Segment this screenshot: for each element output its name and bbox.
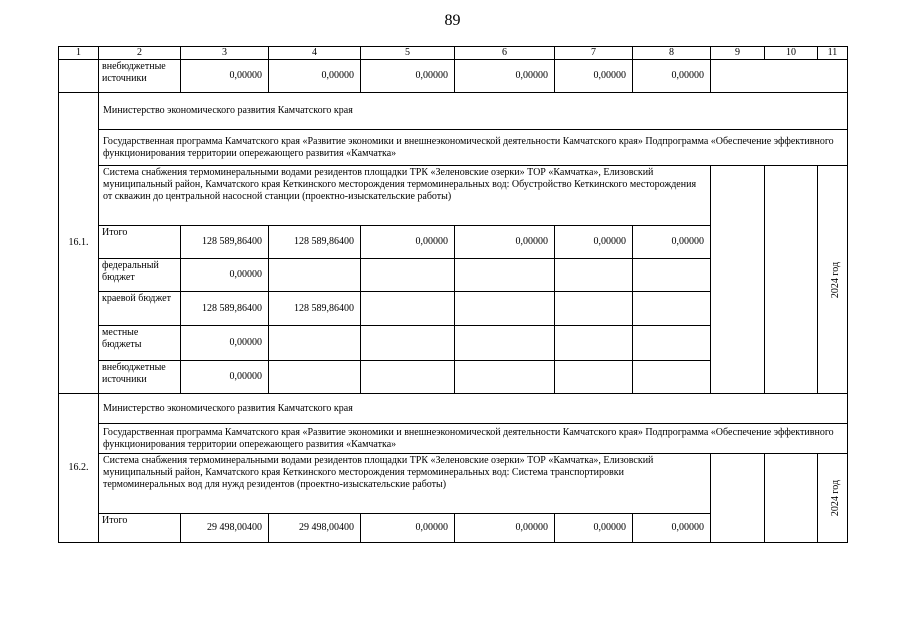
row-code: 16.2. [59, 394, 99, 543]
header-cell: 10 [765, 47, 818, 60]
value-cell [555, 361, 633, 394]
row-label: внебюджетные источники [99, 361, 181, 394]
value-cell [269, 259, 361, 292]
value-cell: 29 498,00400 [181, 514, 269, 543]
value-cell [455, 361, 555, 394]
value-cell: 0,00000 [555, 226, 633, 259]
project-name: Система снабжения термоминеральными водами резидентов площадки ТРК «Зеленовские озерки» ТОР «Камчатка», Елизовский муниципальный район, Камчатского края Кеткинского месторождения термоминеральных вод: Система транспортировки термоминеральных вод для нужд резидентов (проектно-изыскательские работы) [99, 454, 711, 514]
header-cell: 8 [633, 47, 711, 60]
row-code: 16.1. [59, 93, 99, 394]
value-cell [555, 259, 633, 292]
ministry-name: Министерство экономического развития Камчатского края [99, 394, 848, 424]
page-number: 89 [444, 12, 461, 29]
year-label: 2024 год [818, 166, 848, 394]
value-cell: 0,00000 [455, 60, 555, 93]
value-cell: 0,00000 [633, 60, 711, 93]
value-cell [455, 326, 555, 361]
row-label: внебюджетные источники [99, 60, 181, 93]
ministry-name: Министерство экономического развития Камчатского края [99, 93, 848, 130]
value-cell [361, 292, 455, 326]
header-cell: 1 [59, 47, 99, 60]
value-cell [361, 259, 455, 292]
program-name: Государственная программа Камчатского края «Развитие экономики и внешнеэкономической деятельности Камчатского края» Подпрограмма «Обеспечение эффективного функционирования территории опережающего развития «Камчатка» [99, 130, 848, 166]
value-cell [455, 259, 555, 292]
header-cell: 5 [361, 47, 455, 60]
value-cell: 0,00000 [361, 514, 455, 543]
value-cell: 0,00000 [181, 259, 269, 292]
value-cell [361, 361, 455, 394]
header-cell: 6 [455, 47, 555, 60]
value-cell: 0,00000 [633, 226, 711, 259]
value-cell [633, 361, 711, 394]
value-cell [633, 259, 711, 292]
value-cell [633, 326, 711, 361]
value-cell: 128 589,86400 [269, 226, 361, 259]
value-cell [361, 326, 455, 361]
header-cell: 7 [555, 47, 633, 60]
table-row [59, 130, 848, 166]
value-cell: 0,00000 [181, 60, 269, 93]
value-cell [555, 292, 633, 326]
value-cell [555, 326, 633, 361]
value-cell [633, 292, 711, 326]
value-cell: 0,00000 [455, 514, 555, 543]
value-cell: 0,00000 [361, 60, 455, 93]
value-cell: 0,00000 [633, 514, 711, 543]
table-row [59, 454, 848, 514]
value-cell: 0,00000 [269, 60, 361, 93]
header-cell: 9 [711, 47, 765, 60]
budget-table [58, 46, 848, 543]
header-row [59, 47, 848, 60]
value-cell: 128 589,86400 [181, 226, 269, 259]
header-cell: 3 [181, 47, 269, 60]
row-label: краевой бюджет [99, 292, 181, 326]
project-name: Система снабжения термоминеральными водами резидентов площадки ТРК «Зеленовские озерки» ТОР «Камчатка», Елизовский муниципальный район, Камчатского края Кеткинского месторождения термоминеральных вод: Обустройство Кеткинского месторождения от скважин до центральной насосной станции (проектно-изыскательские работы) [99, 166, 711, 226]
value-cell: 128 589,86400 [269, 292, 361, 326]
value-cell [269, 326, 361, 361]
value-cell [455, 292, 555, 326]
row-label: Итого [99, 226, 181, 259]
table-row [59, 424, 848, 454]
header-cell: 11 [818, 47, 848, 60]
row-label: Итого [99, 514, 181, 543]
year-label: 2024 год [818, 454, 848, 543]
row-label: местные бюджеты [99, 326, 181, 361]
value-cell: 0,00000 [181, 326, 269, 361]
value-cell [269, 361, 361, 394]
table-row [59, 166, 848, 226]
row-label: федеральный бюджет [99, 259, 181, 292]
value-cell: 128 589,86400 [181, 292, 269, 326]
value-cell: 29 498,00400 [269, 514, 361, 543]
value-cell: 0,00000 [361, 226, 455, 259]
header-cell: 2 [99, 47, 181, 60]
value-cell: 0,00000 [555, 60, 633, 93]
table-row [59, 394, 848, 424]
table-row [59, 60, 848, 93]
header-cell: 4 [269, 47, 361, 60]
program-name: Государственная программа Камчатского края «Развитие экономики и внешнеэкономической деятельности Камчатского края» Подпрограмма «Обеспечение эффективного функционирования территории опережающего развития «Камчатка» [99, 424, 848, 454]
value-cell: 0,00000 [555, 514, 633, 543]
table-row [59, 93, 848, 130]
value-cell: 0,00000 [455, 226, 555, 259]
value-cell: 0,00000 [181, 361, 269, 394]
